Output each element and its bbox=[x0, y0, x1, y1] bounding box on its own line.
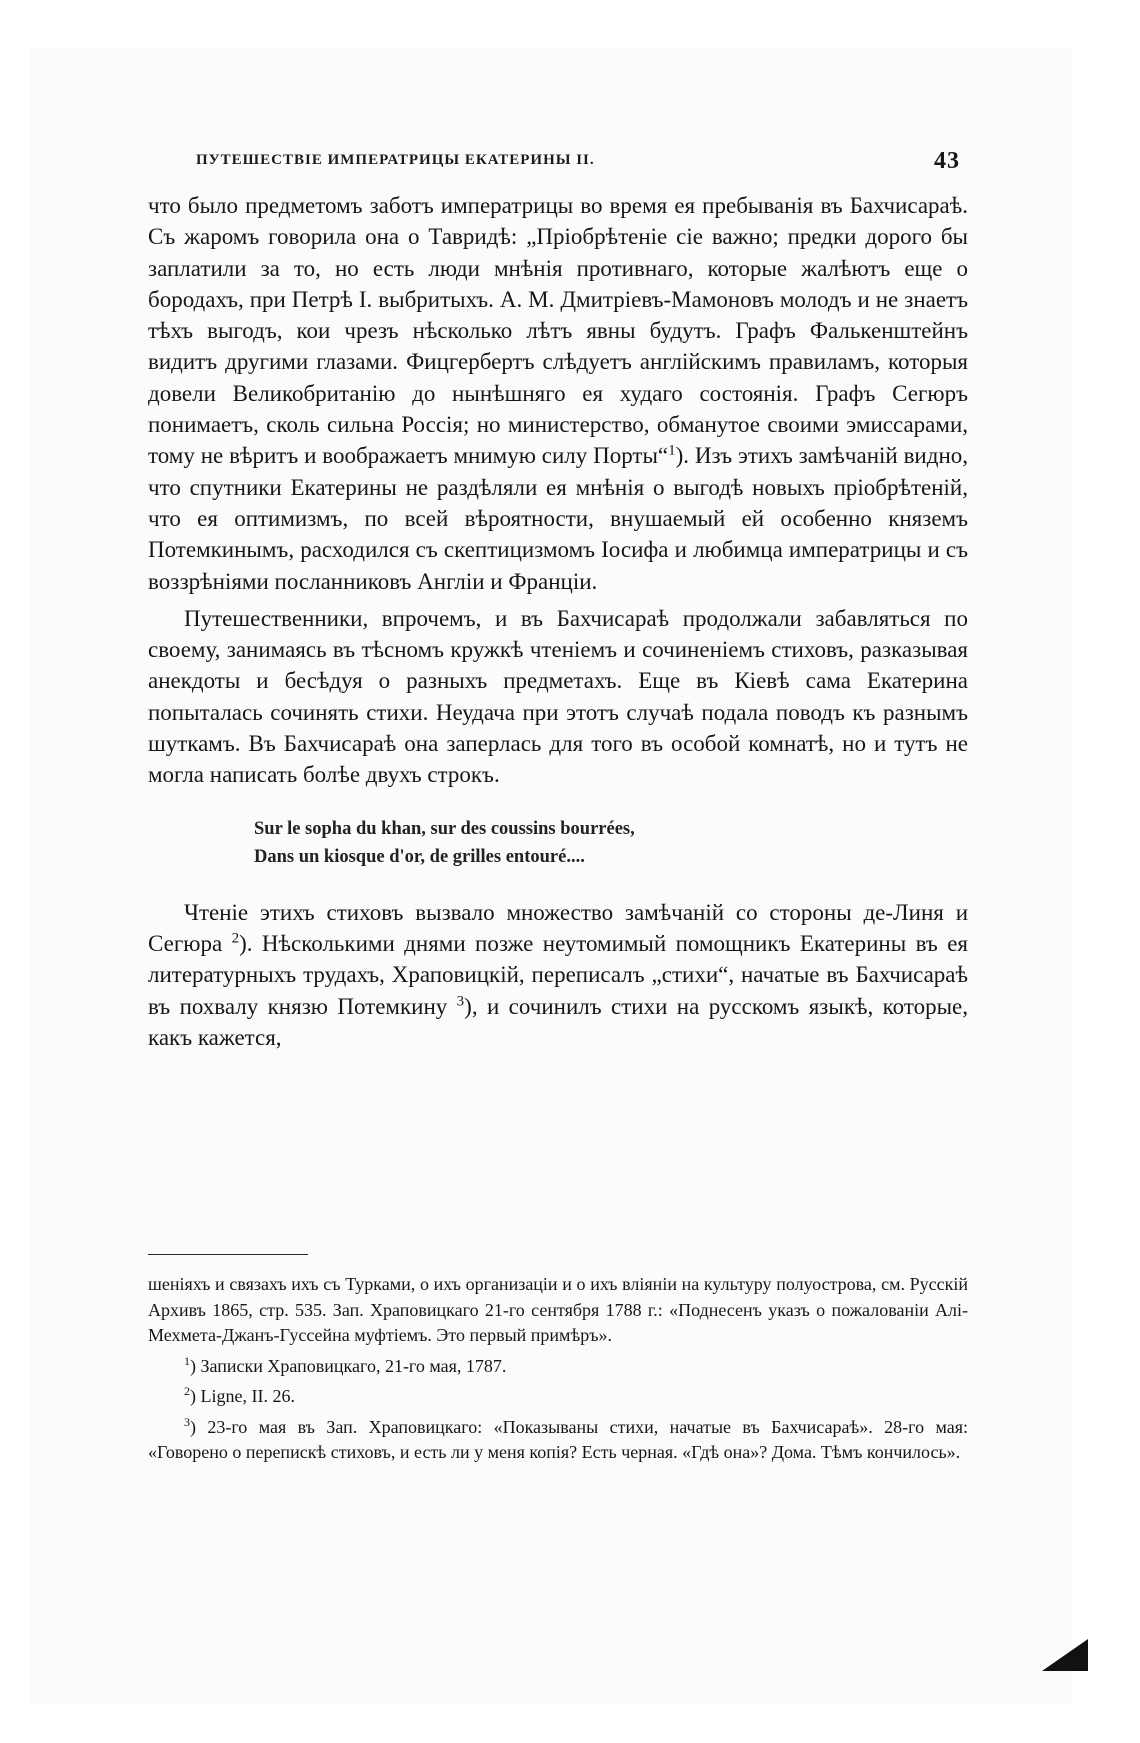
footnote-3-mark: 3 bbox=[184, 1414, 190, 1429]
footnote-1-mark: 1 bbox=[184, 1353, 190, 1368]
paragraph-1-tail: ). Изъ этихъ замѣчаній видно, что спутники Екатерины не раздѣляли ея мнѣнія о выгодѣ новыхъ пріобрѣтеній, что ея оптимизмъ, по всей вѣроятности, внушаемый ей особенно княземъ Потемкинымъ, расходился съ скептицизмомъ Іосифа и любимца императрицы и съ воззрѣніями посланниковъ Англіи и Франціи. bbox=[148, 443, 968, 594]
footnote-divider bbox=[148, 1254, 308, 1255]
footnote-1 bbox=[148, 1349, 968, 1380]
footnotes bbox=[148, 1272, 968, 1466]
footnote-3 bbox=[148, 1410, 968, 1466]
paragraph-2: Путешественники, впрочемъ, и въ Бахчисараѣ продолжали забавляться по своему, занимаясь въ тѣсномъ кружкѣ чтеніемъ и сочиненіемъ стиховъ, разказывая анекдоты и бесѣдуя о разныхъ предметахъ. Еще въ Кіевѣ сама Екатерина попыталась сочинять стихи. Неудача при этотъ случаѣ подала поводъ къ разнымъ шуткамъ. Въ Бахчисараѣ она заперлась для того въ особой комнатѣ, но и тутъ не могла написать болѣе двухъ строкъ. bbox=[148, 605, 968, 788]
main-text bbox=[148, 190, 968, 1053]
footnote-2 bbox=[148, 1379, 968, 1410]
corner-triangle-mark bbox=[1042, 1639, 1088, 1671]
verse-line-2: Dans un kiosque d'or, de grilles entouré.... bbox=[254, 846, 585, 867]
footnote-2-mark: 2 bbox=[184, 1384, 190, 1398]
footnote-continuation: шеніяхъ и связахъ ихъ съ Турками, о ихъ организаціи и о ихъ вліяніи на культуру полуострова, см. Русскій Архивъ 1865, стр. 535. Зап. Храповицкаго 21-го сентября 1788 г.: «Поднесенъ указъ о пожалованіи Алі-Мехмета-Джанъ-Гуссейна муфтіемъ. Это первый примѣръ». bbox=[148, 1274, 968, 1345]
verse-line-1: Sur le sopha du khan, sur des coussins bourrées, bbox=[254, 818, 635, 839]
paragraph-3-text-b: ). Нѣсколькими днями позже неутомимый помощникъ Екатерины въ ея литературныхъ трудахъ, Храповицкій, переписалъ „стихи“, начатые въ Бахчисараѣ въ похвалу князю Потемкину bbox=[148, 930, 968, 1019]
footnote-1-text: ) Записки Храповицкаго, 21-го мая, 1787. bbox=[190, 1355, 507, 1376]
footnote-ref-3: 3 bbox=[456, 992, 465, 1009]
paragraph-3-text-c: ), и сочинилъ стихи на русскомъ языкѣ, которые, какъ кажется, bbox=[148, 993, 968, 1050]
footnote-2-text: ) Ligne, II. 26. bbox=[190, 1386, 295, 1406]
paragraph-1 bbox=[148, 190, 968, 597]
paragraph-3 bbox=[148, 897, 968, 1053]
paragraph-3-text-a: Чтеніе этихъ стиховъ вызвало множество замѣчаній со стороны де-Линя и Сегюра bbox=[148, 899, 968, 956]
footnote-3-text: ) 23-го мая въ Зап. Храповицкаго: «Показываны стихи, начатые въ Бахчисараѣ». 28-го мая: «Говорено о перепискѣ стиховъ, и есть ли у меня копія? Есть черная. «Гдѣ она»? Дома. Тѣмъ кончилось». bbox=[148, 1416, 968, 1462]
running-title: ПУТЕШЕСТВІЕ ИМПЕРАТРИЦЫ ЕКАТЕРИНЫ II. bbox=[196, 152, 595, 168]
page-header bbox=[148, 150, 968, 180]
footnote-ref-2: 2 bbox=[231, 930, 240, 947]
footnote-ref-1: 1 bbox=[668, 442, 676, 459]
paragraph-1-text: что было предметомъ заботъ императрицы во время ея пребыванія въ Бахчисараѣ. Съ жаромъ говорила она о Тавридѣ: „Пріобрѣтеніе сіе важно; предки дорого бы заплатили за то, но есть люди мнѣнія противнаго, которые жалѣютъ еще о бородахъ, при Петрѣ I. выбритыхъ. А. М. Дмитріевъ-Мамоновъ молодъ и не знаетъ тѣхъ выгодъ, кои чрезъ нѣсколько лѣтъ явны будутъ. Графъ Фалькенштейнъ видитъ другими глазами. Фицгербертъ слѣдуетъ англійскимъ правиламъ, которыя довели Великобританію до нынѣшняго ея худаго состоянія. Графъ Сегюръ понимаетъ, сколь сильна Россія; но министерство, обманутое своими эмиссарами, тому не вѣритъ и воображаетъ мнимую силу Порты“ bbox=[148, 193, 968, 469]
verse-quote bbox=[254, 815, 968, 871]
page-number: 43 bbox=[934, 148, 960, 174]
